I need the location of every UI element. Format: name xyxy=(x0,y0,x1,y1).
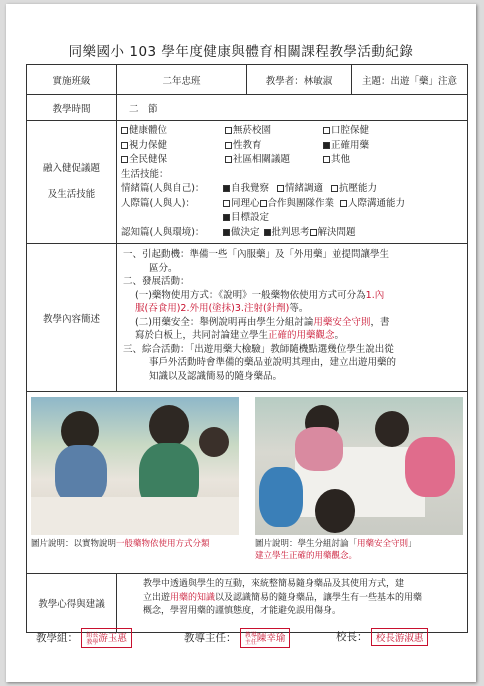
health-label-line1: 融入健促議題 xyxy=(42,163,100,174)
teacher-field: 教學者：林敏淑 xyxy=(247,65,352,94)
content-label: 教學內容簡述 xyxy=(27,244,117,391)
checkbox-icon xyxy=(340,200,347,207)
option-critical-thinking[interactable]: 批判思考 xyxy=(264,226,310,241)
option-smoke-free[interactable]: 無菸校園 xyxy=(225,124,323,139)
checkbox-icon xyxy=(223,200,230,207)
photo-caption-1: 圖片說明：以實物說明一般藥物依使用方式分類 xyxy=(31,539,210,549)
option-empathy[interactable]: 同理心 xyxy=(223,197,260,212)
option-teamwork[interactable]: 合作與團隊作業 xyxy=(260,197,335,212)
health-options xyxy=(117,121,467,243)
photos-area xyxy=(27,392,467,573)
checkbox-icon xyxy=(310,229,317,236)
document-title: 同樂國小 103 學年度健康與體育相關課程教學活動紀錄 xyxy=(68,44,414,60)
director-signature: 教導主任： 教導主任陳幸瑜 xyxy=(184,628,290,648)
option-problem-solving[interactable]: 解決問題 xyxy=(310,226,356,241)
class-value: 二年忠班 xyxy=(117,65,247,94)
option-community[interactable]: 社區相關議題 xyxy=(225,153,323,168)
option-decision-making[interactable]: 做決定 xyxy=(223,226,260,241)
checkbox-icon xyxy=(323,127,330,134)
checkbox-icon xyxy=(121,127,128,134)
safety-line-2: 寫於白板上，共同討論建立學生正確的用藥觀念。 xyxy=(135,330,345,341)
health-label xyxy=(27,121,117,243)
option-health-weight[interactable]: 健康體位 xyxy=(121,124,225,139)
safety-line: (二)用藥安全：舉例說明再由學生分組討論用藥安全守則，書 xyxy=(135,316,390,328)
cognitive-skills: 認知篇(人與環境)： 做決定 批判思考 解決問題 xyxy=(121,226,467,241)
document-page xyxy=(6,4,476,682)
topic-field: 主題：出遊「藥」注意 xyxy=(361,75,457,87)
photo-column-2 xyxy=(255,397,463,573)
social-skills: 人際篇(人與人)： 同理心 合作與團隊作業 人際溝通能力 xyxy=(121,197,467,212)
checkbox-icon xyxy=(225,156,232,163)
option-oral-care[interactable]: 口腔保健 xyxy=(323,124,369,139)
principal-stamp: 校長游淑惠 xyxy=(371,628,429,646)
class-row xyxy=(27,65,467,95)
option-goal-setting[interactable]: 目標設定 xyxy=(223,211,269,226)
summary-line-3: 知識以及認識簡易的隨身藥品。 xyxy=(149,370,283,382)
development-heading: 二、發展活動： xyxy=(123,276,190,287)
checkbox-icon xyxy=(277,185,284,192)
usage-line-2: 服(吞食用)2.外用(塗抹)3.注射(針劑)等。 xyxy=(135,303,309,314)
checkbox-icon xyxy=(121,156,128,163)
photos-row xyxy=(27,392,467,574)
checkbox-icon xyxy=(121,142,128,149)
group-signature: 教學組： 組長教學游玉惠 xyxy=(36,628,132,648)
checkbox-icon xyxy=(225,127,232,134)
reflection-label: 教學心得與建議 xyxy=(27,574,117,632)
option-communication[interactable]: 人際溝通能力 xyxy=(340,197,405,212)
time-label: 教學時間 xyxy=(27,95,117,120)
checkbox-checked-icon xyxy=(223,214,230,221)
option-other[interactable]: 其他 xyxy=(323,153,350,168)
option-medication[interactable]: 正確用藥 xyxy=(323,139,369,154)
photo-caption-2: 圖片說明：學生分組討論「用藥安全守則」 建立學生正確的用藥觀念。 xyxy=(255,539,417,561)
reflection-text: 教學中透過與學生的互動，來統整簡易隨身藥品及其使用方式，建 立出遊用藥的知識以及認識簡易的隨身藥品，讓學生有一些基本的用藥 概念，學習用藥的謹慎態度，才能避免誤用傷身。 xyxy=(143,579,423,616)
reflection-row xyxy=(27,574,467,632)
checkbox-icon xyxy=(260,200,267,207)
class-label: 實施班級 xyxy=(27,65,117,94)
summary-line: 三、綜合活動：「出遊用藥大檢驗」教師隨機點選幾位學生說出從 xyxy=(123,343,394,355)
motivation-line-2: 區分。 xyxy=(149,262,178,274)
emotion-skills: 情緒篇(人與自己)： 自我覺察 情緒調適 抗壓能力 xyxy=(121,182,467,197)
usage-line: (一)藥物使用方式：《說明》一般藥物依使用方式可分為1.內 xyxy=(135,289,385,301)
option-insurance[interactable]: 全民健保 xyxy=(121,153,225,168)
checkbox-checked-icon xyxy=(223,185,230,192)
checkbox-icon xyxy=(323,156,330,163)
photo-column-1 xyxy=(31,397,239,573)
group-stamp: 組長教學游玉惠 xyxy=(81,628,132,648)
principal-signature: 校長： 校長游淑惠 xyxy=(336,628,428,646)
checkbox-checked-icon xyxy=(223,229,230,236)
content-text xyxy=(117,244,467,391)
summary-line-2: 事戶外活動時會準備的藥品並說明其理由，建立出遊用藥的 xyxy=(149,357,397,368)
option-self-awareness[interactable]: 自我覺察 xyxy=(223,182,269,197)
health-row xyxy=(27,121,467,244)
checkbox-checked-icon xyxy=(323,142,330,149)
director-stamp: 教導主任陳幸瑜 xyxy=(240,628,291,648)
time-value: 二 節 xyxy=(129,103,158,115)
option-emotion-regulation[interactable]: 情緒調適 xyxy=(277,182,323,197)
checkbox-icon xyxy=(331,185,338,192)
content-row xyxy=(27,244,467,392)
health-label-line2: 及生活技能 xyxy=(47,189,96,200)
record-table xyxy=(26,64,468,633)
motivation-line: 一、引起動機：準備一些「內服藥」及「外用藥」並提問讓學生 xyxy=(123,249,390,260)
time-row xyxy=(27,95,467,121)
goal-setting-line xyxy=(121,211,467,226)
option-vision[interactable]: 視力保健 xyxy=(121,139,225,154)
checkbox-checked-icon xyxy=(264,229,271,236)
option-sex-ed[interactable]: 性教育 xyxy=(225,139,323,154)
classroom-photo xyxy=(31,397,239,535)
group-discussion-photo xyxy=(255,397,463,535)
checkbox-icon xyxy=(225,142,232,149)
option-stress-resilience[interactable]: 抗壓能力 xyxy=(331,182,377,197)
skills-heading: 生活技能： xyxy=(121,168,169,180)
